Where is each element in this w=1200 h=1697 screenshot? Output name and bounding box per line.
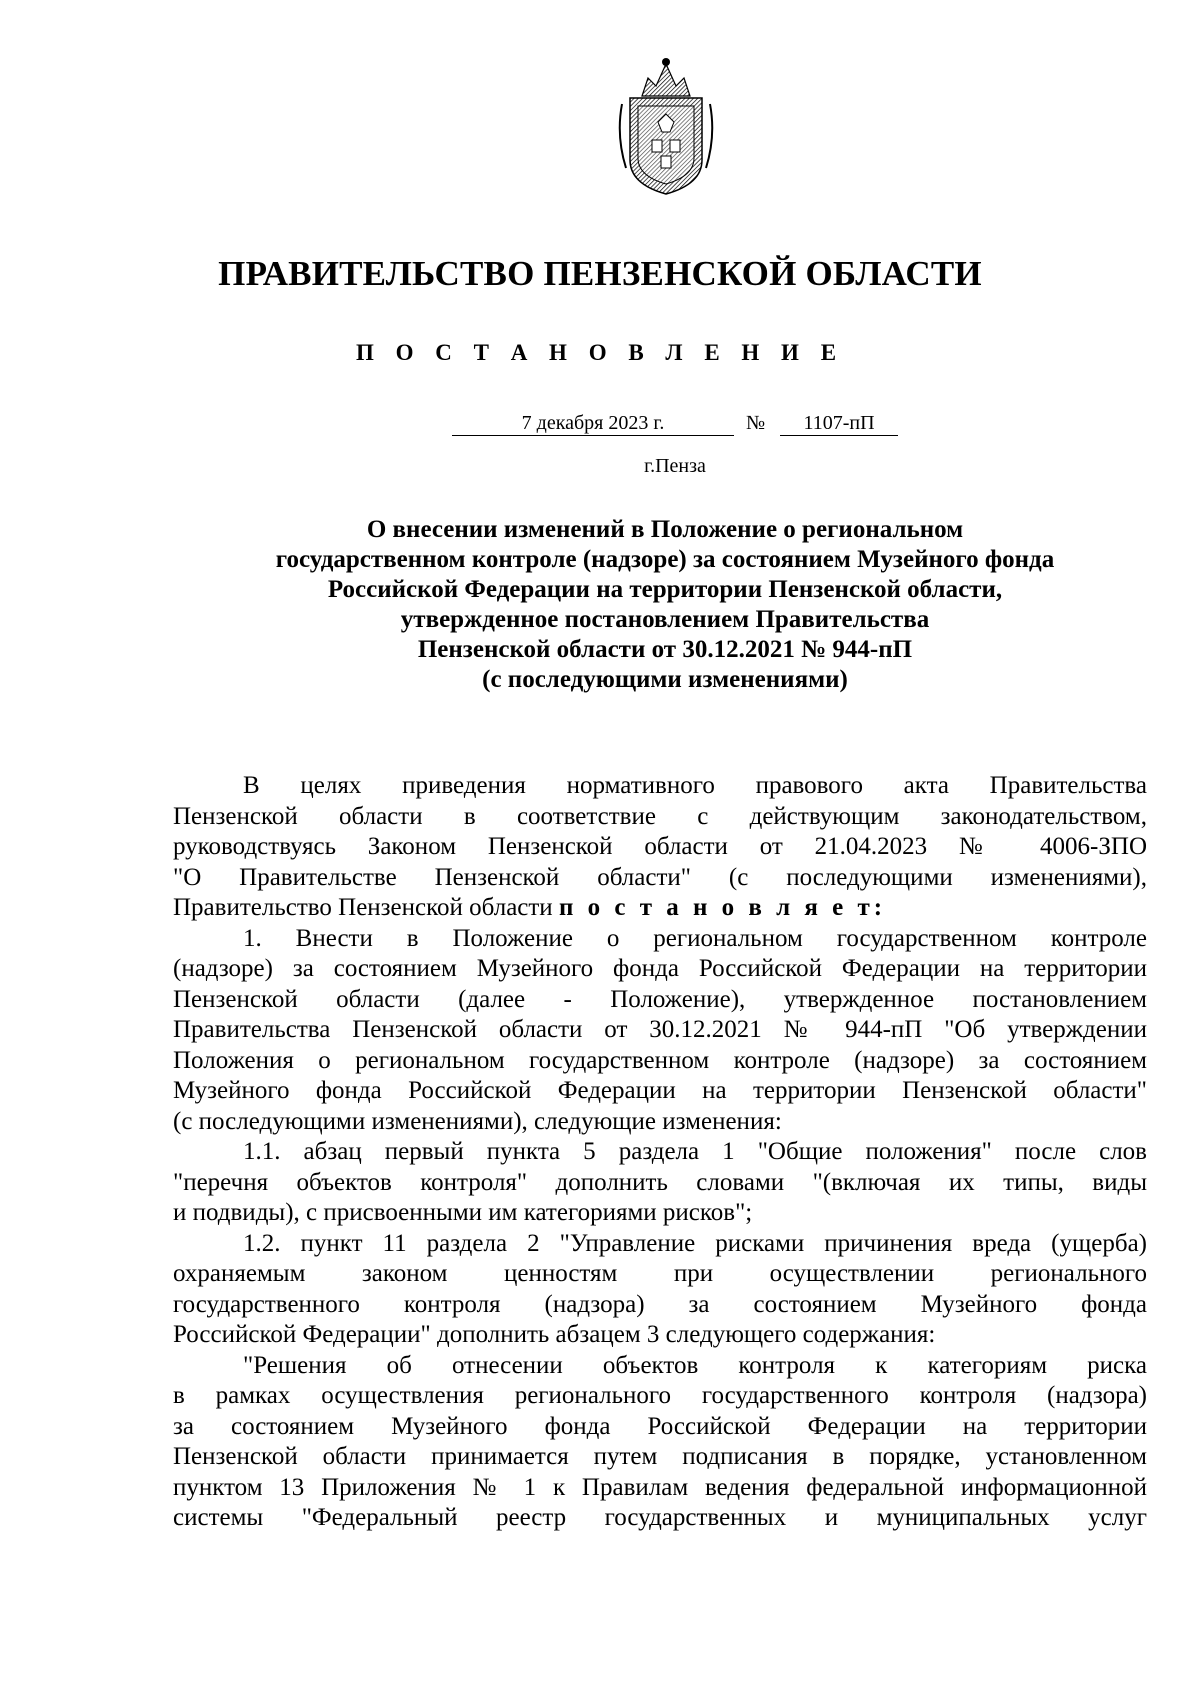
body-line: Пензенской области в соответствие с действующим законодательством, — [173, 802, 1147, 830]
body-line: 1.2. пункт 11 раздела 2 "Управление рисками причинения вреда (ущерба) — [243, 1229, 1147, 1257]
document-type-heading: П О С Т А Н О В Л Е Н И Е — [355, 340, 845, 365]
body-line: (надзоре) за состоянием Музейного фонда Российской Федерации на территории — [173, 955, 1147, 982]
body-line: в рамках осуществления регионального государственного контроля (надзора) — [173, 1382, 1147, 1409]
body-line: Российской Федерации" дополнить абзацем 3 следующего содержания: — [173, 1321, 936, 1348]
city-label: г.Пенза — [644, 455, 706, 477]
body-line: и подвиды), с присвоенными им категориями рисков"; — [173, 1199, 753, 1226]
body-line: Положения о региональном государственном контроле (надзоре) за состоянием — [173, 1046, 1147, 1074]
body-line: "перечня объектов контроля" дополнить словами "(включая их типы, виды — [173, 1168, 1147, 1196]
body-line: Правительство Пензенской области — [173, 894, 559, 921]
decree-date: 7 декабря 2023 г. — [452, 412, 734, 436]
body-line: Пензенской области (далее - Положение), утвержденное постановлением — [173, 985, 1147, 1013]
number-label: № — [746, 412, 766, 434]
body-line: государственного контроля (надзора) за состоянием Музейного фонда — [173, 1290, 1147, 1318]
decree-title — [150, 515, 1180, 695]
body-line: пунктом 13 Приложения № 1 к Правилам ведения федеральной информационной — [173, 1473, 1147, 1501]
title-line: (с последующими изменениями) — [482, 666, 848, 693]
body-line-decree — [173, 893, 1147, 924]
body-line: охраняемым законом ценностям при осуществлении регионального — [173, 1260, 1147, 1287]
decree-word: п о с т а н о в л я е т: — [558, 894, 887, 921]
organization-heading: ПРАВИТЕЛЬСТВО ПЕНЗЕНСКОЙ ОБЛАСТИ — [218, 254, 982, 293]
body-line: (с последующими изменениями), следующие изменения: — [173, 1107, 782, 1135]
decree-number: 1107-пП — [780, 412, 898, 436]
body-line: В целях приведения нормативного правового акта Правительства — [243, 772, 1147, 799]
title-line: государственном контроле (надзоре) за состоянием Музейного фонда — [275, 546, 1055, 573]
title-line: Пензенской области от 30.12.2021 № 944-пП — [417, 636, 913, 663]
body-line: системы "Федеральный реестр государственных и муниципальных услуг — [173, 1504, 1147, 1531]
body-line: Пензенской области принимается путем подписания в порядке, установленном — [173, 1443, 1147, 1470]
coat-of-arms-emblem — [608, 56, 724, 200]
body-line: за состоянием Музейного фонда Российской Федерации на территории — [173, 1412, 1147, 1440]
title-line: Российской Федерации на территории Пензенской области, — [327, 576, 1003, 603]
decree-body — [173, 771, 1147, 1534]
title-line: утвержденное постановлением Правительства — [400, 606, 930, 633]
body-line: руководствуясь Законом Пензенской области от 21.04.2023 № 4006-ЗПО — [173, 833, 1147, 860]
body-line: "О Правительстве Пензенской области" (с последующими изменениями), — [173, 863, 1147, 891]
body-line: 1.1. абзац первый пункта 5 раздела 1 "Общие положения" после слов — [243, 1138, 1147, 1165]
title-line: О внесении изменений в Положение о региональном — [366, 516, 964, 543]
body-line: "Решения об отнесении объектов контроля к категориям риска — [243, 1351, 1147, 1379]
body-line: 1. Внести в Положение о региональном государственном контроле — [243, 924, 1147, 952]
body-line: Правительства Пензенской области от 30.12.2021 № 944-пП "Об утверждении — [173, 1016, 1147, 1043]
body-line: Музейного фонда Российской Федерации на территории Пензенской области" — [173, 1077, 1147, 1104]
